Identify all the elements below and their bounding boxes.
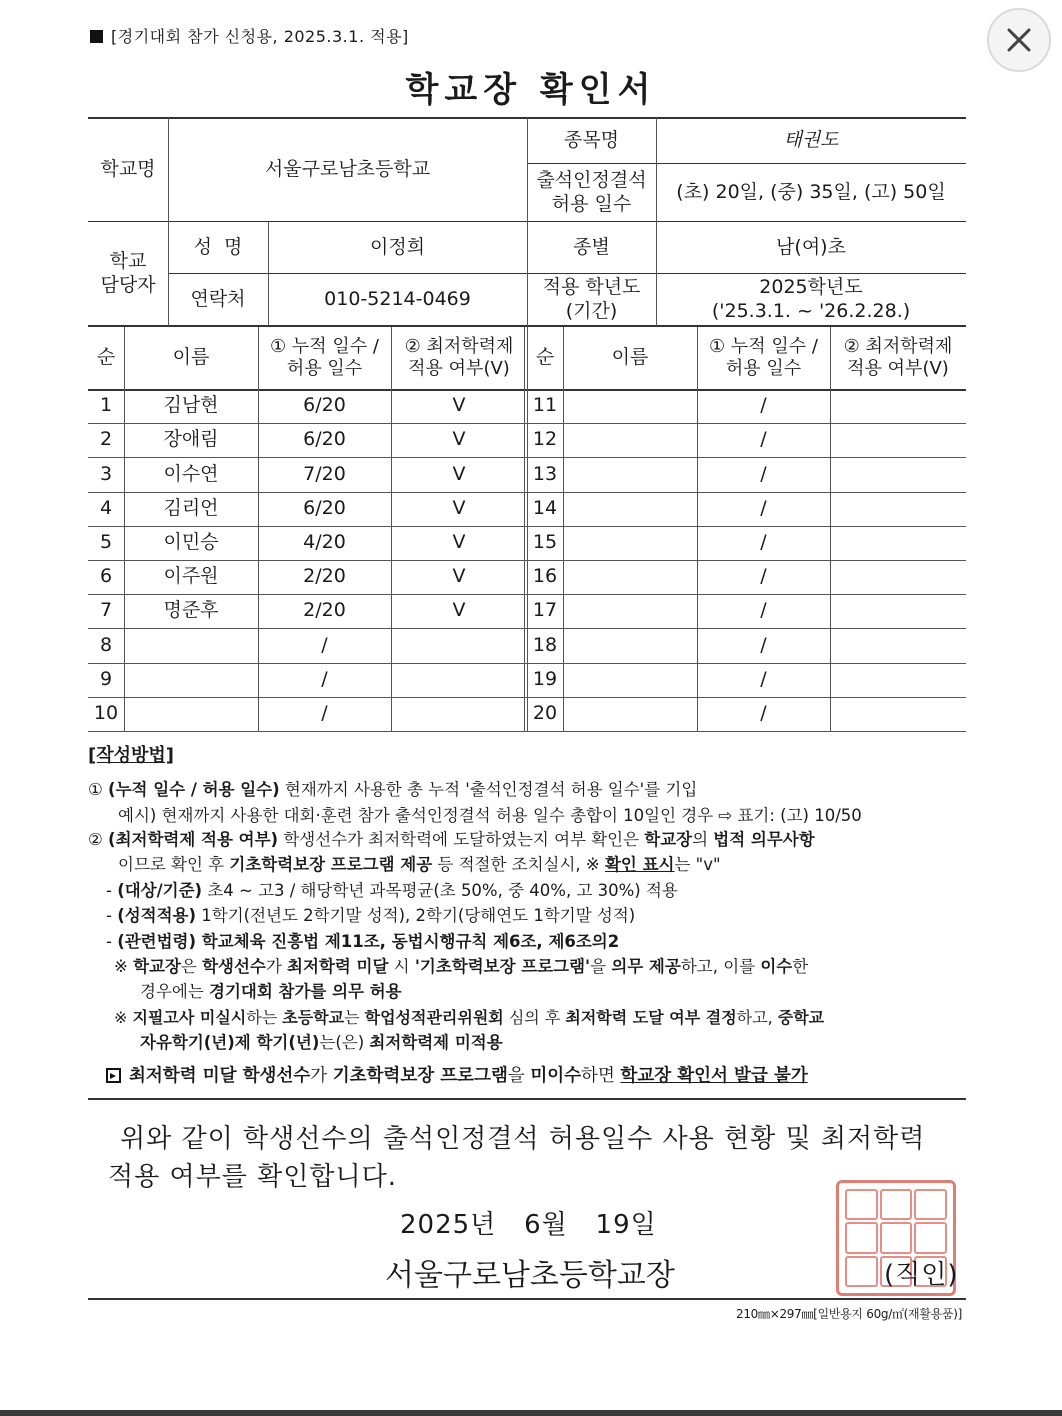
table-vline xyxy=(697,327,698,731)
column-header-days: ① 누적 일수 / 허용 일수 xyxy=(270,335,379,379)
student-name xyxy=(124,697,258,731)
instructions-heading: [작성방법] xyxy=(88,745,175,766)
row-number: 19 xyxy=(532,667,558,690)
student-name xyxy=(563,457,697,491)
instruction-line-2: 예시) 현재까지 사용한 대회·훈련 참가 출석인정결석 허용 일수 총합이 10일인 경우 ⇨ 표기: (고) 10/50 xyxy=(118,806,862,825)
days-used: / xyxy=(321,633,328,656)
student-name xyxy=(563,697,697,731)
attendance-label: 출석인정결석 허용 일수 xyxy=(536,168,647,215)
days-used: / xyxy=(760,667,767,690)
minimum-check xyxy=(391,628,527,662)
sport-label: 종목명 xyxy=(563,128,620,151)
minimum-check xyxy=(830,526,966,560)
square-bullet-icon xyxy=(90,30,103,43)
student-name xyxy=(563,628,697,662)
column-header-minimum: ② 최저학력제 적용 여부(V) xyxy=(843,335,953,379)
student-name: 이민승 xyxy=(163,531,219,554)
school-value: 서울구로남초등학교 xyxy=(264,157,431,180)
form-note: [경기대회 참가 신청용, 2025.3.1. 적용] xyxy=(90,24,409,47)
footer-line xyxy=(88,1298,966,1300)
instruction-line-11: 자유학기(년)제 학기(년)는(은) 최저학력제 미적용 xyxy=(140,1033,503,1052)
manager-label: 학교 담당자 xyxy=(100,249,156,296)
days-used: 6/20 xyxy=(303,428,346,451)
days-used: / xyxy=(760,633,767,656)
column-header-no: 순 xyxy=(535,346,555,369)
student-name xyxy=(563,526,697,560)
minimum-check: V xyxy=(452,428,466,451)
minimum-check xyxy=(830,457,966,491)
instruction-line-4: 이므로 확인 후 기초학력보장 프로그램 제공 등 적절한 조치실시, ※ 확인 표시는 "v" xyxy=(118,855,721,874)
instruction-warning: 최저학력 미달 학생선수가 기초학력보장 프로그램을 미이수하면 학교장 확인서 발급 불가 xyxy=(106,1066,808,1087)
minimum-check: V xyxy=(452,462,466,485)
minimum-check xyxy=(830,423,966,457)
row-number: 12 xyxy=(532,428,558,451)
confirmation-text-2: 적용 여부를 확인합니다. xyxy=(108,1162,397,1192)
year-value: 2025학년도 ('25.3.1. ~ '26.2.28.) xyxy=(711,275,911,322)
table-vline xyxy=(391,327,392,731)
row-number: 1 xyxy=(99,394,113,417)
checkbox-arrow-icon xyxy=(106,1068,121,1083)
instruction-line-7: - (관련법령) 학교체육 진흥법 제11조, 동법시행규칙 제6조, 제6조의2 xyxy=(106,932,620,951)
paper-spec: 210㎜×297㎜[일반용지 60g/㎡(재활용품)] xyxy=(736,1307,962,1321)
table-vline xyxy=(563,327,564,731)
minimum-check xyxy=(830,560,966,594)
minimum-check xyxy=(391,663,527,697)
row-number: 13 xyxy=(532,462,558,485)
student-name: 이주원 xyxy=(163,565,219,588)
days-used: 6/20 xyxy=(303,394,346,417)
student-name xyxy=(563,663,697,697)
table-vline xyxy=(124,327,125,731)
instruction-line-6: - (성적적용) 1학기(전년도 2학기말 성적), 2학기(당해연도 1학기말 성적) xyxy=(106,906,636,925)
days-used: / xyxy=(760,428,767,451)
student-name: 김남현 xyxy=(163,394,219,417)
minimum-check xyxy=(830,492,966,526)
row-number: 9 xyxy=(99,667,113,690)
row-number: 10 xyxy=(93,702,119,725)
days-used: / xyxy=(760,531,767,554)
signer-name: 서울구로남초등학교장 xyxy=(385,1258,675,1293)
column-header-days: ① 누적 일수 / 허용 일수 xyxy=(709,335,818,379)
column-header-minimum: ② 최저학력제 적용 여부(V) xyxy=(404,335,514,379)
gender-value: 남(여)초 xyxy=(776,235,846,258)
student-name xyxy=(124,663,258,697)
window-bottom-edge xyxy=(0,1410,1062,1416)
days-used: / xyxy=(760,496,767,519)
column-header-no: 순 xyxy=(96,346,116,369)
table-vline xyxy=(258,327,259,731)
minimum-check: V xyxy=(452,496,466,519)
name-value: 이정희 xyxy=(369,235,426,258)
student-name xyxy=(563,594,697,628)
row-number: 20 xyxy=(532,702,558,725)
days-used: 7/20 xyxy=(303,462,346,485)
minimum-check xyxy=(391,697,527,731)
row-number: 6 xyxy=(99,565,113,588)
column-header-name: 이름 xyxy=(172,346,210,369)
divider-line xyxy=(88,1098,966,1100)
sport-value: 태권도 xyxy=(783,128,839,151)
student-name xyxy=(563,560,697,594)
minimum-check: V xyxy=(452,531,466,554)
attendance-value: (초) 20일, (중) 35일, (고) 50일 xyxy=(676,180,946,203)
row-number: 14 xyxy=(532,496,558,519)
instruction-line-3: ② (최저학력제 적용 여부) 학생선수가 최저학력에 도달하였는지 여부 확인은 학교장의 법적 의무사항 xyxy=(88,830,815,849)
column-header-name: 이름 xyxy=(611,346,649,369)
minimum-check: V xyxy=(452,394,466,417)
row-number: 5 xyxy=(99,531,113,554)
close-icon xyxy=(1005,26,1033,54)
minimum-check: V xyxy=(452,565,466,588)
instruction-line-1: ① (누적 일수 / 허용 일수) 현재까지 사용한 총 누적 '출석인정결석 허용 일수'를 기입 xyxy=(88,780,698,799)
student-name: 명준후 xyxy=(163,599,219,622)
confirmation-date: 2025년 6월 19일 xyxy=(400,1210,657,1240)
seal-label: (직인) xyxy=(884,1260,959,1290)
days-used: 2/20 xyxy=(303,599,346,622)
gender-label: 종별 xyxy=(573,235,610,258)
row-number: 16 xyxy=(532,565,558,588)
student-name xyxy=(563,423,697,457)
confirmation-text-1: 위와 같이 학생선수의 출석인정결석 허용일수 사용 현황 및 최저학력 xyxy=(120,1124,926,1154)
school-label: 학교명 xyxy=(100,157,156,180)
instruction-line-5: - (대상/기준) 초4 ~ 고3 / 해당학년 과목평균(초 50%, 중 40%, 고 30%) 적용 xyxy=(106,881,678,900)
row-number: 3 xyxy=(99,462,113,485)
student-name xyxy=(563,389,697,423)
name-label: 성 명 xyxy=(193,235,243,258)
days-used: 2/20 xyxy=(303,565,346,588)
days-used: 4/20 xyxy=(303,531,346,554)
table-vline xyxy=(830,327,831,731)
minimum-check xyxy=(830,389,966,423)
table-row-line xyxy=(88,731,966,732)
days-used: / xyxy=(321,667,328,690)
contact-label: 연락처 xyxy=(190,287,246,310)
days-used: / xyxy=(760,702,767,725)
student-name: 장애림 xyxy=(163,428,219,451)
row-number: 2 xyxy=(99,428,113,451)
row-number: 15 xyxy=(532,531,558,554)
instruction-line-9: 경우에는 경기대회 참가를 의무 허용 xyxy=(140,982,402,1001)
table-vline xyxy=(527,327,528,731)
days-used: / xyxy=(760,599,767,622)
year-label: 적용 학년도 (기간) xyxy=(542,275,641,322)
row-number: 4 xyxy=(99,496,113,519)
student-name: 김리언 xyxy=(163,496,219,519)
document-title: 학교장 확인서 xyxy=(405,70,657,110)
instruction-line-8: ※ 학교장은 학생선수가 최저학력 미달 시 '기초학력보장 프로그램'을 의무 제공하고, 이를 이수한 xyxy=(114,957,809,976)
minimum-check xyxy=(830,594,966,628)
minimum-check xyxy=(830,663,966,697)
days-used: / xyxy=(760,462,767,485)
row-number: 18 xyxy=(532,633,558,656)
student-name: 이수연 xyxy=(163,462,219,485)
student-name xyxy=(124,628,258,662)
contact-value: 010-5214-0469 xyxy=(324,287,471,310)
minimum-check xyxy=(830,628,966,662)
row-number: 11 xyxy=(532,394,558,417)
days-used: 6/20 xyxy=(303,496,346,519)
row-number: 8 xyxy=(99,633,113,656)
instruction-line-10: ※ 지필고사 미실시하는 초등학교는 학업성적관리위원회 심의 후 최저학력 도달 여부 결정하고, 중학교 xyxy=(114,1008,825,1027)
days-used: / xyxy=(760,394,767,417)
row-number: 17 xyxy=(532,599,558,622)
student-name xyxy=(563,492,697,526)
table-vline xyxy=(524,327,525,731)
days-used: / xyxy=(760,565,767,588)
days-used: / xyxy=(321,702,328,725)
row-number: 7 xyxy=(99,599,113,622)
minimum-check: V xyxy=(452,599,466,622)
minimum-check xyxy=(830,697,966,731)
